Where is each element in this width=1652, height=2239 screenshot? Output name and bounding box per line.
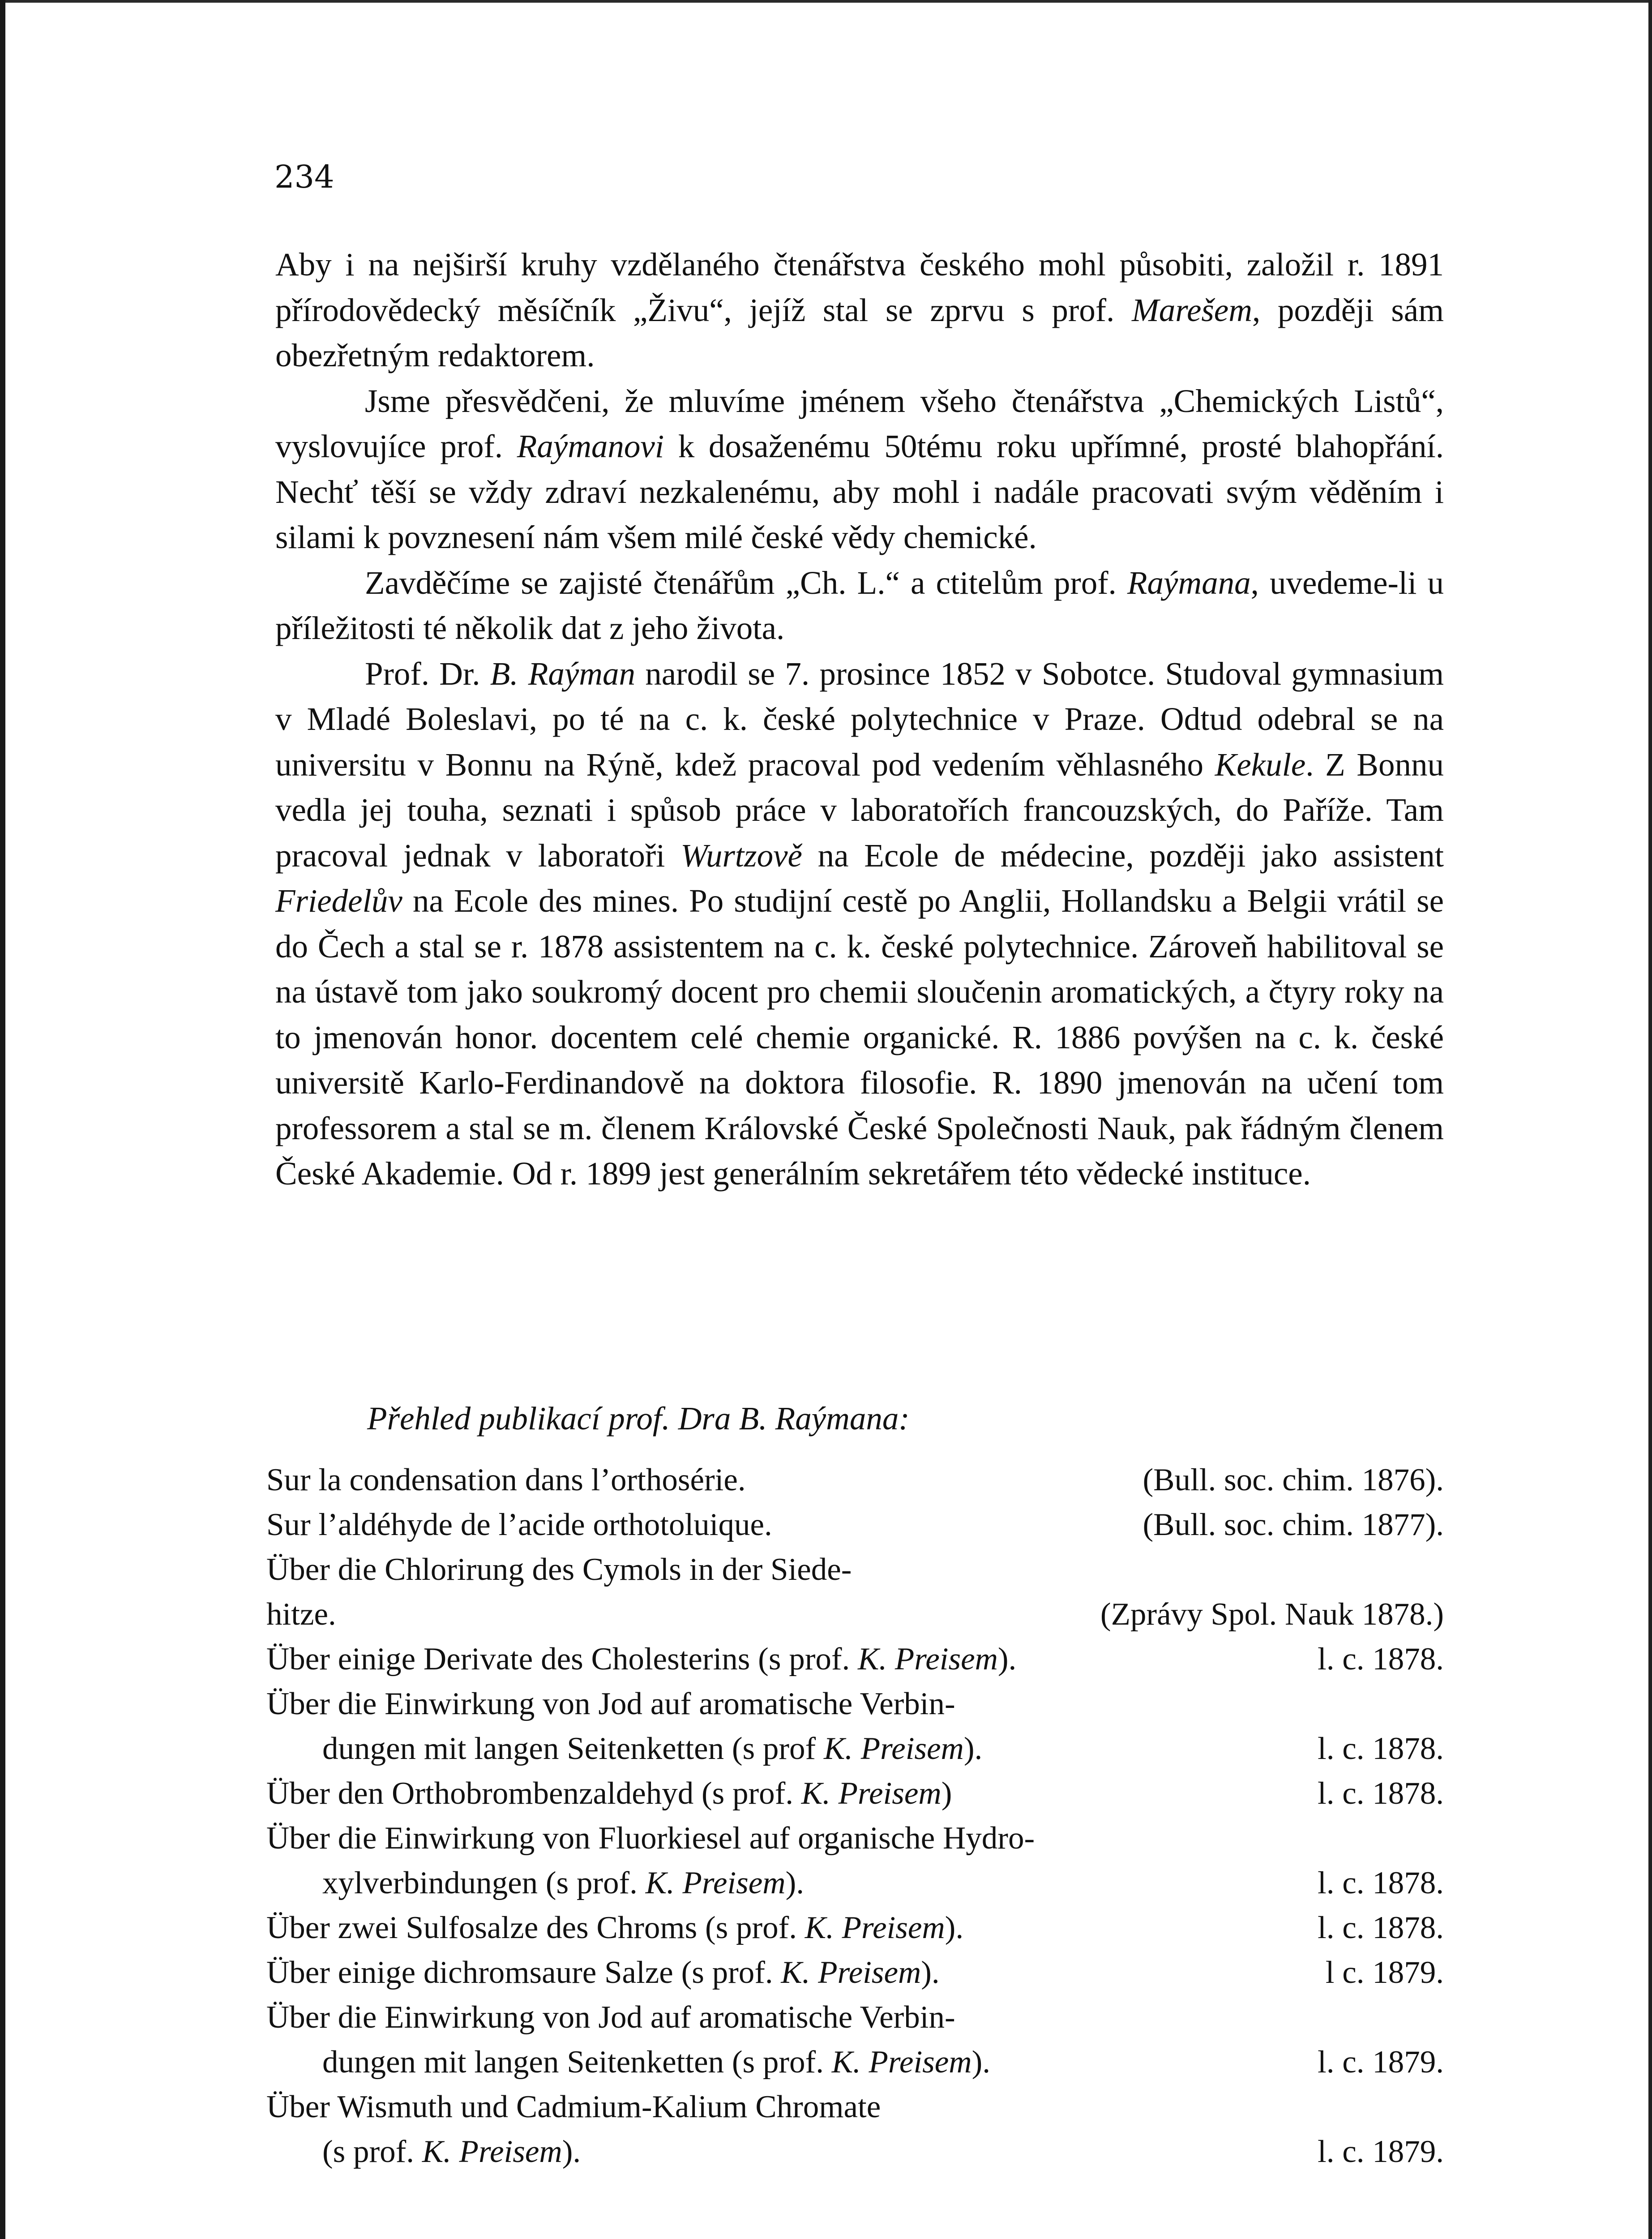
publication-line	[266, 1502, 1444, 1547]
publication-title: Über die Einwirkung von Fluorkiesel auf organische Hydro-	[266, 1821, 1035, 1856]
publication-title: xylverbindungen (s prof. K. Preisem).	[322, 1866, 804, 1900]
publication-line	[266, 1637, 1444, 1681]
paragraph-3: Zavděčíme se zajisté čtenářům „Ch. L.“ a ctitelům prof. Raýmana, uvedeme-li u příležitosti té několik dat z jeho života.	[275, 564, 1444, 646]
publications-heading: Přehled publikací prof. Dra B. Raýmana:	[367, 1400, 910, 1437]
publication-reference: (Bull. soc. chim. 1877).	[1143, 1507, 1444, 1542]
italic-name: Friedelův	[275, 883, 402, 919]
publication-line	[266, 1861, 1444, 1905]
italic-name: K. Preisem	[422, 2134, 562, 2169]
publication-title: Sur la condensation dans l’orthosérie.	[266, 1463, 746, 1497]
publication-title: hitze.	[266, 1597, 336, 1632]
publication-item	[266, 1458, 1444, 1502]
publication-title: Über die Einwirkung von Jod auf aromatische Verbin-	[266, 1686, 955, 1721]
publication-item	[266, 1547, 1444, 1637]
paragraph-2: Jsme přesvědčeni, že mluvíme jménem všeho čtenářstva „Chemických Listů“, vyslovujíce prof. Raýmanovi k dosaženému 50tému roku upřímné, prosté blahopřání. Nechť těší se vždy zdraví nezkalenému, aby mohl i nadále pracovati svým věděním i silami k povznesení nám všem milé české vědy chemické.	[275, 382, 1444, 555]
biography-text	[275, 242, 1444, 1197]
publication-line	[266, 1458, 1444, 1502]
paragraph-4: Prof. Dr. B. Raýman narodil se 7. prosince 1852 v Sobotce. Studoval gymnasium v Mladé Boleslavi, po té na c. k. české polytechnice v Praze. Odtud odebral se na universitu v Bonnu na Rýně, kdež pracoval pod vedením věhlasného Kekule. Z Bonnu vedla jej touha, seznati i spůsob práce v laboratořích francouzských, do Paříže. Tam pracoval jednak v laboratoři Wurtzově na Ecole de médecine, později jako assistent Friedelův na Ecole des mines. Po studijní cestě po Anglii, Hollandsku a Belgii vrátil se do Čech a stal se r. 1878 assistentem na c. k. české polytechnice. Zároveň habilitoval se na ústavě tom jako soukromý docent pro chemii sloučenin aromatických, a čtyry roky na to jmenován honor. docentem celé chemie organické. R. 1886 povýšen na c. k. české universitě Karlo-Ferdinandově na doktora filosofie. R. 1890 jmenován na učení tom professorem a stal se m. členem Královské České Společnosti Nauk, pak řádným členem České Akademie. Od r. 1899 jest generálním sekretářem této vědecké instituce.	[275, 655, 1444, 1192]
publication-reference: l c. 1879.	[1325, 1955, 1444, 1990]
italic-name: K. Preisem	[645, 1866, 786, 1900]
publication-line	[266, 1950, 1444, 1995]
publication-item	[266, 1816, 1444, 1905]
publication-title: dungen mit langen Seitenketten (s prof. K. Preisem).	[322, 2045, 990, 2080]
publication-reference: l. c. 1879.	[1318, 2045, 1444, 2080]
publication-title: Sur l’aldéhyde de l’acide orthotoluique.	[266, 1507, 772, 1542]
italic-name: K. Preisem	[823, 1731, 964, 1766]
publication-title: Über die Einwirkung von Jod auf aromatische Verbin-	[266, 2000, 955, 2035]
publication-title: Über einige Derivate des Cholesterins (s prof. K. Preisem).	[266, 1642, 1017, 1677]
publication-line	[266, 2040, 1444, 2085]
italic-name: Wurtzově	[680, 837, 802, 874]
publication-line	[266, 1816, 1444, 1861]
publication-line	[266, 2085, 1444, 2129]
publication-line	[266, 1547, 1444, 1592]
publication-title: (s prof. K. Preisem).	[322, 2134, 581, 2169]
publication-reference: (Bull. soc. chim. 1876).	[1143, 1463, 1444, 1497]
publication-reference: (Zprávy Spol. Nauk 1878.)	[1100, 1597, 1444, 1632]
publication-item	[266, 1502, 1444, 1547]
publication-reference: l. c. 1878.	[1318, 1731, 1444, 1766]
italic-name: K. Preisem	[831, 2045, 972, 2080]
publication-line	[266, 1681, 1444, 1726]
publication-item	[266, 1681, 1444, 1771]
publication-title: dungen mit langen Seitenketten (s prof K. Preisem).	[322, 1731, 983, 1766]
italic-name: Marešem	[1131, 292, 1252, 328]
publication-line	[266, 1592, 1444, 1637]
italic-name: Kekule	[1215, 746, 1306, 783]
publication-item	[266, 1995, 1444, 2085]
italic-name: Raýmanovi	[517, 428, 664, 464]
publication-item	[266, 2085, 1444, 2174]
publication-line	[266, 1995, 1444, 2040]
scan-border-right	[1648, 0, 1652, 2239]
publication-reference: l. c. 1878.	[1318, 1776, 1444, 1811]
italic-name: K. Preisem	[801, 1776, 942, 1811]
italic-name: K. Preisem	[781, 1955, 921, 1990]
publication-list	[266, 1458, 1444, 2174]
publication-reference: l. c. 1878.	[1318, 1642, 1444, 1677]
italic-name: K. Preisem	[858, 1642, 998, 1677]
scan-border-top	[0, 0, 1652, 3]
publication-title: Über einige dichromsaure Salze (s prof. K. Preisem).	[266, 1955, 940, 1990]
publication-line	[266, 1771, 1444, 1816]
publication-reference: l. c. 1878.	[1318, 1866, 1444, 1900]
italic-name: Raýmana	[1127, 564, 1251, 601]
italic-name: B. Raýman	[490, 655, 636, 692]
publication-title: Über Wismuth und Cadmium-Kalium Chromate	[266, 2089, 881, 2124]
publication-reference: l. c. 1879.	[1318, 2134, 1444, 2169]
publication-item	[266, 1905, 1444, 1950]
publication-line	[266, 1905, 1444, 1950]
publication-item	[266, 1637, 1444, 1681]
scan-border-left	[0, 0, 5, 2239]
publication-item	[266, 1771, 1444, 1816]
italic-name: K. Preisem	[805, 1910, 945, 1945]
page-number: 234	[274, 159, 334, 195]
paragraph-1: Aby i na nejširší kruhy vzdělaného čtenářstva českého mohl působiti, založil r. 1891 přírodovědecký měsíčník „Živu“, jejíž stal se zprvu s prof. Marešem, později sám obezřetným redaktorem.	[275, 246, 1444, 373]
publication-title: Über die Chlorirung des Cymols in der Siede-	[266, 1552, 852, 1587]
publication-line	[266, 2129, 1444, 2174]
publication-line	[266, 1726, 1444, 1771]
publication-title: Über den Orthobrombenzaldehyd (s prof. K. Preisem)	[266, 1776, 952, 1811]
publication-reference: l. c. 1878.	[1318, 1910, 1444, 1945]
publication-item	[266, 1950, 1444, 1995]
publication-title: Über zwei Sulfosalze des Chroms (s prof. K. Preisem).	[266, 1910, 964, 1945]
